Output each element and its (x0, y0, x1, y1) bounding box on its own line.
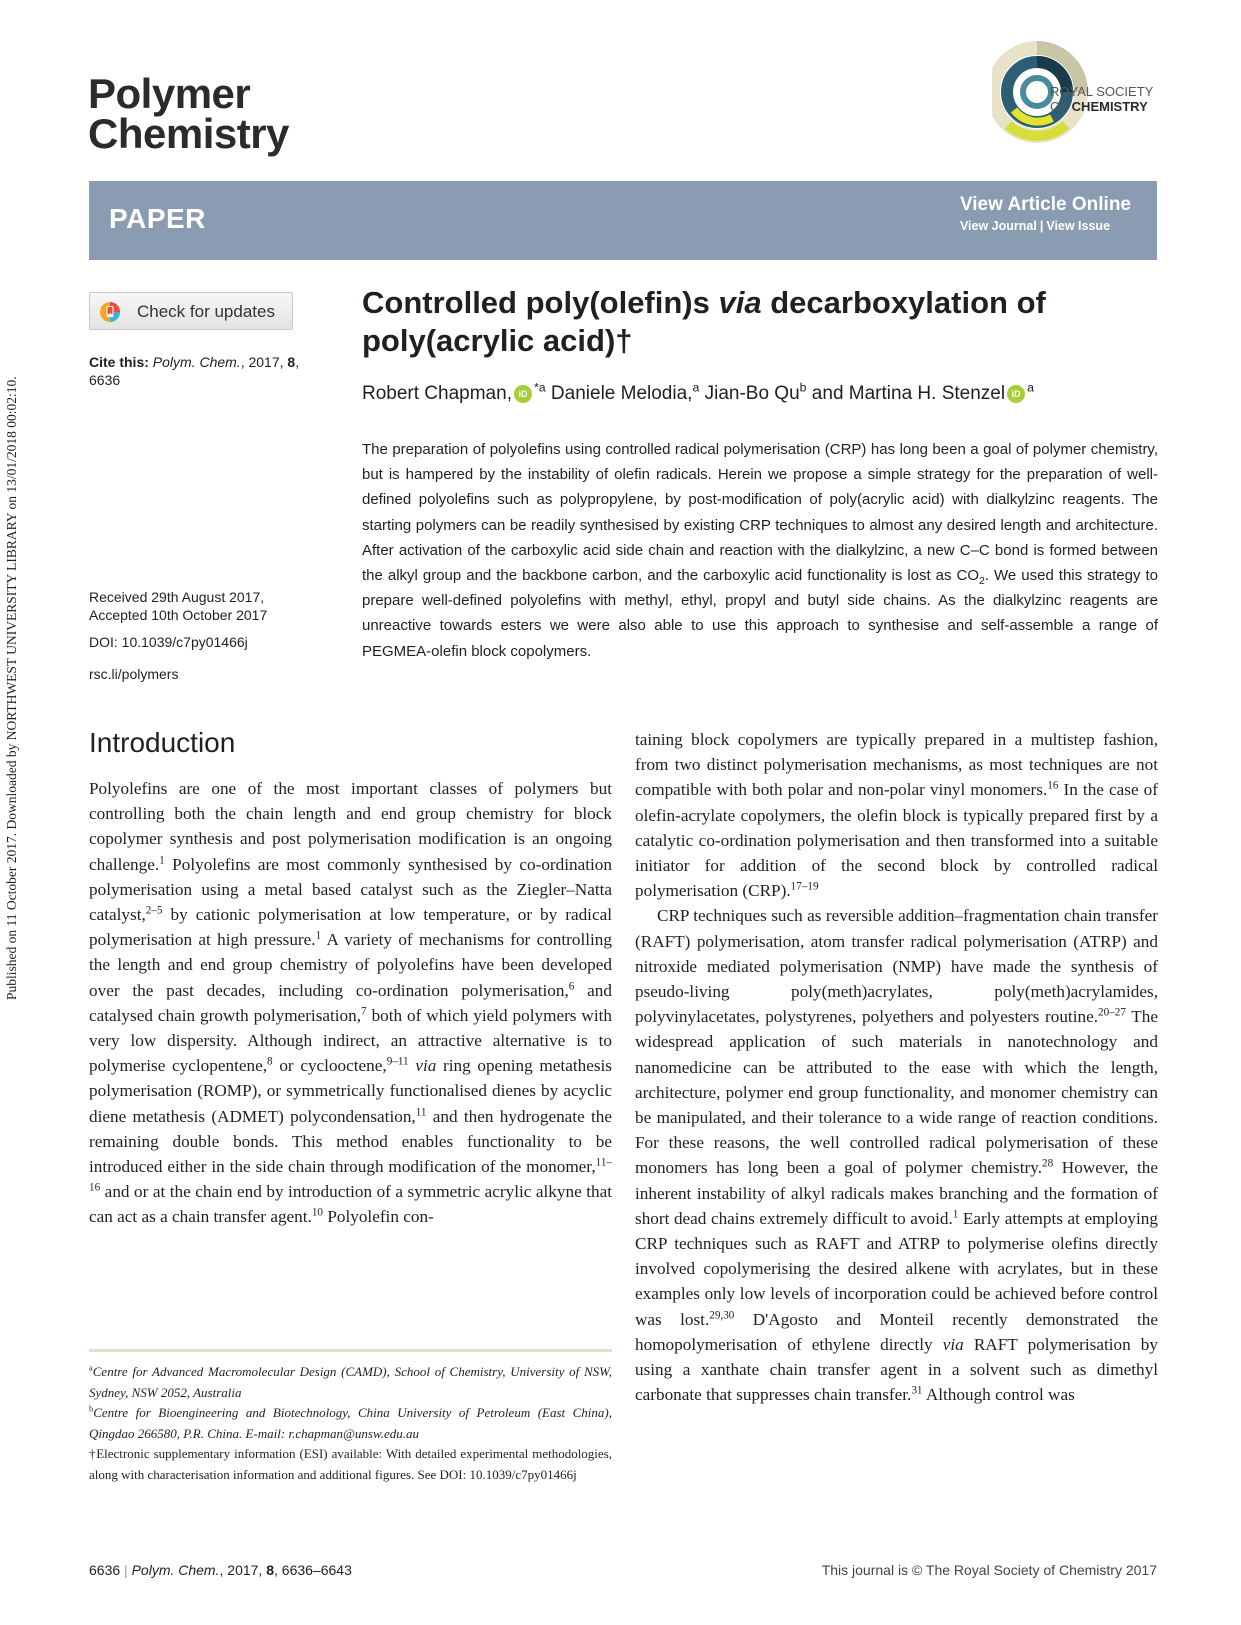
citation-reference[interactable]: 11–16 (89, 1156, 612, 1194)
cite-comma: , (295, 354, 300, 370)
cite-label: Cite this: (89, 354, 153, 370)
author-affiliation: a (1027, 380, 1034, 395)
cite-pages: 6636 (89, 372, 121, 388)
citation-reference[interactable]: 10 (311, 1206, 324, 1219)
citation-reference[interactable]: 7 (361, 1005, 367, 1018)
body-text: CRP techniques such as reversible addition–fragmentation chain transfer (RAFT) polymerisation, atom transfer radical polymerisation (ATRP) and nitroxide mediated polymerisation (NMP) have made the synthesis of pseudo-living poly(meth)acrylates, poly(meth)acrylamides, polyvinylacetates, polystyrenes, polyethers and polyesters routine. (635, 906, 1158, 1027)
citation-reference[interactable]: 31 (911, 1384, 923, 1397)
body-text: The widespread application of such materials in nanotechnology and nanomedicine can be attributed to the ease with which the length, architecture, polymer end group functionality, and monomer chemistry can be manipulated, and their tolerance to a wide range of reaction conditions. For these reasons, the well controlled radical polymerisation of these monomers has long been a goal of polymer chemistry. (635, 1007, 1158, 1178)
abstract-text-1: The preparation of polyolefins using controlled radical polymerisation (CRP) has long been a goal of polymer chemistry, but is hampered by the instability of olefin radicals. Herein we propose a simple strategy for the preparation of well-defined polyolefins such as polypropylene, by post-modification of poly(acrylic acid) with dialkylzinc reagents. The starting polymers can be readily synthesised by existing CRP techniques to almost any desired length and architecture. After activation of the carboxylic acid side chain and reaction with the dialkylzinc, a new C–C bond is formed between the alkyl group and the backbone carbon, and the carboxylic acid functionality is lost as CO (362, 441, 1158, 585)
received-date: Received 29th August 2017, (89, 589, 265, 605)
article-dates (89, 588, 309, 624)
body-text: However, the inherent instability of alkyl radicals makes branching and the formation of short dead chains extremely difficult to avoid. (635, 1158, 1158, 1228)
citation-reference[interactable]: 28 (1042, 1157, 1054, 1170)
italic-text: via (942, 1334, 964, 1354)
author-name[interactable]: and Martina H. Stenzel (806, 383, 1006, 404)
body-text: taining block copolymers are typically prepared in a multistep fashion, from two distinct polymerisation mechanisms, as most techniques are not compatible with both polar and non-polar vinyl monomers. (635, 730, 1158, 800)
citation-reference[interactable]: 17–19 (790, 880, 819, 893)
view-article-online-link[interactable]: View Article Online (959, 194, 1131, 215)
footer-volume: 8 (266, 1562, 274, 1578)
abstract (362, 437, 1158, 664)
footer-year: , 2017, (219, 1562, 267, 1578)
footnote-text: Centre for Advanced Macromolecular Design (CAMD), School of Chemistry, University of NSW, Sydney, NSW 2052, Australia (89, 1364, 612, 1400)
body-text: A variety of mechanisms for controlling the length and end group chemistry of polyolefins have been developed over the past decades, including co-ordination polymerisation, (89, 930, 612, 1000)
citation-reference[interactable]: 9–11 (386, 1055, 409, 1068)
footer-journal: Polym. Chem. (131, 1562, 220, 1578)
paragraph (635, 903, 1158, 1407)
page-number: 6636 (89, 1562, 121, 1578)
body-text: by cationic polymerisation at low temperature, or by radical polymerisation at high pressure. (89, 905, 612, 950)
article-title (362, 284, 1162, 360)
citation-reference[interactable]: 11 (415, 1105, 427, 1118)
citation-reference[interactable]: 20–27 (1098, 1006, 1126, 1019)
author-name[interactable]: Daniele Melodia, (545, 383, 693, 404)
footnote-divider (89, 1349, 612, 1352)
article-type-banner (89, 181, 1157, 260)
author-affiliation: a (692, 380, 700, 395)
footnote-affiliation-b (89, 1403, 612, 1444)
doi[interactable]: DOI: 10.1039/c7py01466j (89, 634, 248, 650)
section-heading-introduction: Introduction (89, 727, 236, 758)
article-type-label: PAPER (109, 203, 206, 234)
citation-reference[interactable]: 6 (568, 979, 575, 992)
cite-journal: Polym. Chem. (152, 354, 241, 370)
footnotes (89, 1362, 612, 1485)
citation-reference[interactable]: 1 (952, 1208, 959, 1221)
body-column-left (89, 776, 612, 1230)
title-line2: poly(acrylic acid)† (362, 323, 633, 358)
journal-title[interactable] (88, 70, 289, 157)
check-for-updates-label: Check for updates (137, 302, 275, 321)
title-part1: Controlled poly(olefin)s (362, 285, 719, 320)
view-issue-link[interactable]: View Issue (1046, 219, 1111, 233)
rsc-logo[interactable] (992, 40, 1162, 152)
footnote-mark: b (89, 1403, 94, 1414)
author-name[interactable]: Robert Chapman, (362, 383, 512, 404)
banner-links (960, 194, 1131, 233)
citation-reference[interactable]: 1 (159, 853, 165, 866)
footnote-mark: a (89, 1362, 93, 1373)
citation (89, 353, 309, 389)
journal-short-link[interactable]: rsc.li/polymers (89, 666, 179, 682)
footnote-esi: †Electronic supplementary information (ESI) available: With detailed experimental methodologies, along with characterisation information and additional figures. See DOI: 10.1039/c7py01466j (89, 1446, 612, 1482)
rsc-logo-line2: OF CHEMISTRY (1050, 99, 1148, 114)
citation-reference[interactable]: 29,30 (709, 1308, 735, 1321)
cite-year: , 2017, (240, 354, 288, 370)
accepted-date: Accepted 10th October 2017 (89, 607, 268, 623)
body-text: both of which yield polymers with very low dispersity. Although indirect, an attractive alternative is to polymerise cyclopentene, (89, 1005, 612, 1076)
footnote-affiliation-a (89, 1362, 612, 1403)
rsc-logo-line1: ROYAL SOCIETY (1050, 84, 1154, 99)
author-affiliation: b (799, 380, 807, 395)
body-text: and then hydrogenate the remaining double bonds. This method enables functionality to be introduced either in the side chain through modification of the monomer, (89, 1106, 612, 1177)
author-list (362, 380, 1162, 405)
journal-title-line1: Polymer (88, 70, 251, 117)
body-text: Early attempts at employing CRP techniques such as RAFT and ATRP to polymerise olefins directly involved copolymerising the desired alkene with acrylates, but in these examples only low levels of incorporation could be achieved before control was lost. (635, 1208, 1158, 1329)
citation-reference[interactable]: 16 (1047, 779, 1059, 792)
title-part2: decarboxylation of (761, 285, 1046, 320)
body-column-right (635, 727, 1158, 1407)
citation-reference[interactable]: 1 (315, 929, 322, 942)
download-watermark-text: Published on 11 October 2017. Downloaded by NORTHWEST UNIVERSITY LIBRARY on 13/01/2018 00:02:10. (4, 376, 19, 1000)
footnote-text: Centre for Bioengineering and Biotechnology, China University of Petroleum (East China), Qingdao 266580, P.R. China. E-mail: r.chapman@unsw.edu.au (89, 1405, 612, 1441)
orcid-icon[interactable]: iD (514, 385, 532, 403)
journal-title-line2: Chemistry (88, 110, 289, 157)
body-text: ring opening metathesis polymerisation (ROMP), or symmetrically functionalised dienes by acyclic diene metathesis (ADMET) polycondensation, (89, 1056, 612, 1126)
page-footer-left (89, 1562, 352, 1578)
link-separator: | (1039, 219, 1044, 233)
abstract-text-2: . We used this strategy to prepare well-defined polyolefins with methyl, ethyl, propyl and butyl side chains. As the dialkylzinc reagents are unreactive towards esters we were also able to use this approach to synthesise and self-assemble a range of PEGMEA-olefin block copolymers. (362, 567, 1158, 660)
view-links (960, 219, 1131, 233)
rsc-logo-mark (992, 40, 1162, 152)
view-journal-link[interactable]: View Journal (959, 219, 1037, 233)
body-text: D'Agosto and Monteil recently demonstrated the homopolymerisation of ethylene directly (635, 1309, 1158, 1354)
body-text: Although control was (922, 1385, 1075, 1405)
check-for-updates-button[interactable] (89, 292, 293, 330)
cite-volume: 8 (287, 354, 296, 370)
copyright-notice: This journal is © The Royal Society of Chemistry 2017 (821, 1562, 1157, 1578)
body-text: Polyolefins are most commonly synthesised by co-ordination polymerisation using a metal based catalyst such as the Ziegler–Natta catalyst, (89, 854, 612, 925)
body-text: and or at the chain end by introduction of a symmetric acrylic alkyne that can act as a chain transfer agent. (89, 1182, 612, 1227)
body-text: Polyolefin con- (323, 1207, 434, 1227)
footer-pages: , 6636–6643 (274, 1562, 352, 1578)
italic-text: via (415, 1056, 437, 1076)
crossmark-icon (99, 301, 121, 323)
body-text: and catalysed chain growth polymerisation, (89, 980, 612, 1025)
title-italic: via (718, 285, 762, 320)
body-text: RAFT polymerisation by using a xanthate chain transfer agent in a solvent such as dimethyl carbonate that suppresses chain transfer. (635, 1334, 1158, 1405)
citation-reference[interactable]: 2–5 (145, 904, 163, 917)
orcid-icon[interactable]: iD (1007, 385, 1025, 403)
abstract-subscript: 2 (979, 575, 985, 588)
body-text: In the case of olefin-acrylate copolymers, the olefin block is typically prepared first by a catalytic co-ordination polymerisation and then transformed into a suitable initiator for addition of the second block by controlled radical polymerisation (CRP). (635, 780, 1158, 901)
author-affiliation: *a (533, 380, 546, 395)
paragraph (635, 727, 1158, 903)
body-text: Polyolefins are one of the most important classes of polymers but controlling both the chain length and end group chemistry for block copolymer synthesis and post polymerisation modification is an ongoing challenge. (89, 779, 612, 874)
citation-reference[interactable]: 8 (267, 1055, 273, 1068)
footer-separator: | (120, 1562, 132, 1578)
body-text: or cyclooctene, (272, 1056, 387, 1076)
author-name[interactable]: Jian-Bo Qu (699, 383, 800, 404)
